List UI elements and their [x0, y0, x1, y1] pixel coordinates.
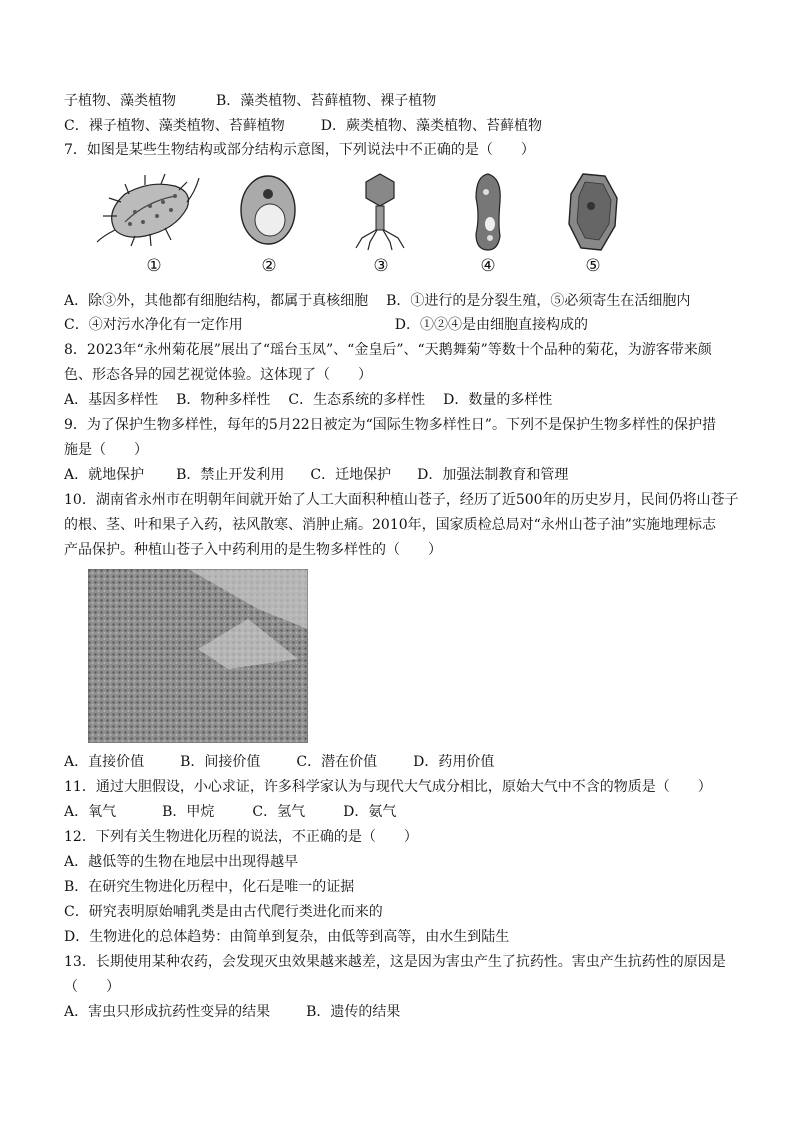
q8-stem-1: 8．2023年“永州菊花展”展出了“瑶台玉凤”、“金皇后”、“天鹅舞菊”等数十个品种的菊花，为游客带来颜 [64, 342, 712, 358]
q7-option-a: A．除③外，其他都有细胞结构，都属于真核细胞 [64, 293, 369, 309]
q8-option-d: D．数量的多样性 [443, 392, 553, 408]
q10-stem-1: 10．湖南省永州市在明朝年间就开始了人工大面积种植山苍子，经历了近500年的历史岁月，民间仍将山苍子 [64, 492, 739, 508]
line-q6-options-cd [64, 117, 542, 135]
q10-option-a: A．直接价值 [64, 754, 145, 770]
q10-stem-3: 产品保护。种植山苍子入中药利用的是生物多样性的（ ） [64, 542, 442, 558]
q10-option-c: C．潜在价值 [296, 754, 378, 770]
shancangzi-photo [88, 569, 308, 743]
bacterium-figure [95, 172, 200, 252]
q13-stem-2: （ ） [64, 979, 120, 995]
q7-options-cd [64, 316, 588, 334]
q11-option-b: B．甲烷 [162, 804, 215, 820]
q8-option-c: C．生态系统的多样性 [288, 392, 426, 408]
paramecium-figure [468, 172, 508, 252]
line-q6-options-ab [64, 92, 436, 110]
q7-figure [95, 172, 635, 282]
q11-option-d: D．氨气 [343, 804, 397, 820]
q12-stem: 12．下列有关生物进化历程的说法，不正确的是（ ） [64, 829, 418, 845]
q10-option-d: D．药用价值 [413, 754, 495, 770]
q9-option-b: B．禁止开发利用 [176, 467, 285, 483]
q8-options [64, 391, 552, 409]
figure-label-4: ④ [480, 256, 496, 276]
virus-figure [350, 172, 410, 252]
q10-stem-2: 的根、茎、叶和果子入药，祛风散寒、消肿止痛。2010年，国家质检总局对“永州山苍子油”实施地理标志 [64, 517, 716, 533]
q9-option-d: D．加强法制教育和管理 [417, 467, 569, 483]
q6-option-d: D．蕨类植物、藻类植物、苔藓植物 [320, 118, 542, 134]
q13-stem-1: 13．长期使用某种农药，会发现灭虫效果越来越差，这是因为害虫产生了抗药性。害虫产生抗药性的原因是 [64, 954, 726, 970]
figure-label-3: ③ [373, 256, 389, 276]
q7-stem: 7．如图是某些生物结构或部分结构示意图，下列说法中不正确的是（ ） [64, 142, 535, 158]
yeast-figure [238, 172, 298, 252]
q9-option-a: A．就地保护 [64, 467, 145, 483]
q9-stem-2: 施是（ ） [64, 442, 148, 458]
q10-options [64, 753, 494, 771]
q6-option-a-tail: 子植物、藻类植物 [64, 93, 176, 109]
q9-stem-1: 9．为了保护生物多样性，每年的5月22日被定为“国际生物多样性日”。下列不是保护生物多样性的保护措 [64, 417, 716, 433]
q6-option-c: C．裸子植物、藻类植物、苔藓植物 [64, 118, 285, 134]
q6-option-b: B．藻类植物、苔藓植物、裸子植物 [216, 93, 437, 109]
q11-option-a: A．氧气 [64, 804, 117, 820]
q9-option-c: C．迁地保护 [310, 467, 392, 483]
q8-option-b: B．物种多样性 [176, 392, 271, 408]
q12-option-b: B．在研究生物进化历程中，化石是唯一的证据 [64, 879, 355, 895]
q11-options [64, 803, 396, 821]
figure-label-2: ② [261, 256, 277, 276]
plant-cell-figure [565, 172, 621, 252]
q12-option-c: C．研究表明原始哺乳类是由古代爬行类进化而来的 [64, 904, 383, 920]
q7-options-ab [64, 292, 690, 310]
q11-option-c: C．氢气 [252, 804, 306, 820]
q12-option-d: D．生物进化的总体趋势：由简单到复杂，由低等到高等，由水生到陆生 [64, 929, 510, 945]
q10-option-b: B．间接价值 [180, 754, 261, 770]
q9-options [64, 466, 568, 484]
q13-option-b: B．遗传的结果 [306, 1004, 401, 1020]
q11-stem: 11．通过大胆假设，小心求证，许多科学家认为与现代大气成分相比，原始大气中不含的物质是（ ） [64, 779, 712, 795]
q7-option-b: B．①进行的是分裂生殖，⑤必须寄生在活细胞内 [386, 293, 691, 309]
q7-option-c: C．④对污水净化有一定作用 [64, 317, 243, 333]
q12-option-a: A．越低等的生物在地层中出现得越早 [64, 854, 299, 870]
figure-label-1: ① [146, 256, 162, 276]
q8-option-a: A．基因多样性 [64, 392, 159, 408]
q13-options [64, 1003, 400, 1021]
figure-label-5: ⑤ [585, 256, 601, 276]
q8-stem-2: 色、形态各异的园艺视觉体验。这体现了（ ） [64, 367, 372, 383]
q13-option-a: A．害虫只形成抗药性变异的结果 [64, 1004, 271, 1020]
q7-option-d: D．①②④是由细胞直接构成的 [394, 317, 588, 333]
